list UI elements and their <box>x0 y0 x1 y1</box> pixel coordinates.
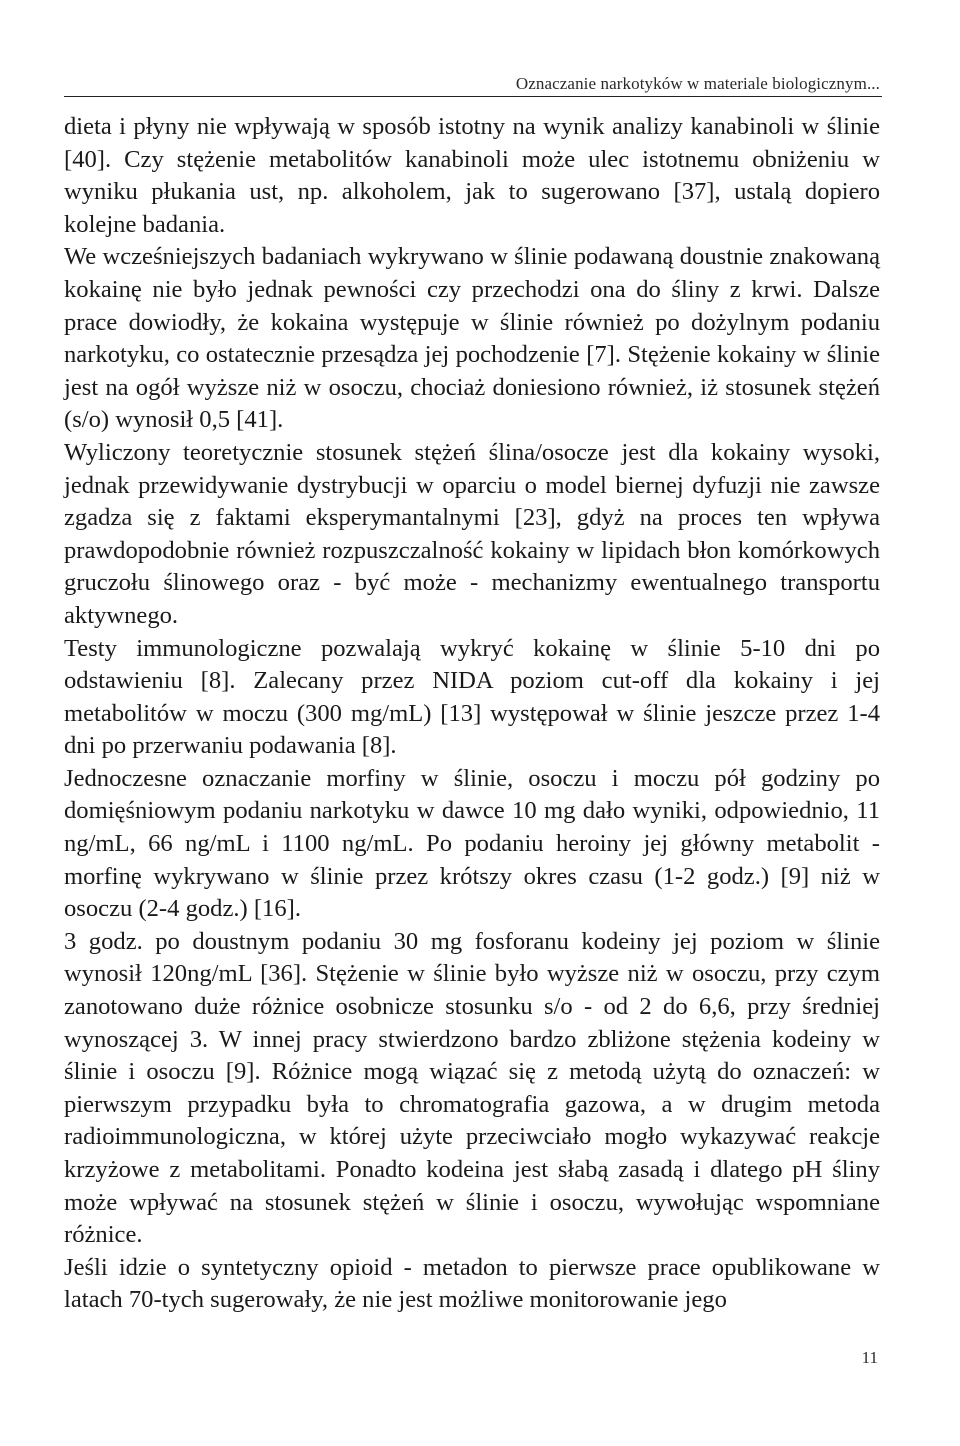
paragraph-7: Jeśli idzie o syntetyczny opioid - metadon to pierwsze prace opublikowane w latach 70-tych sugerowały, że nie jest możliwe monitorowanie jego <box>64 1253 880 1314</box>
paragraph-5: Jednoczesne oznaczanie morfiny w ślinie, osoczu i moczu pół godziny po domięśniowym podaniu narkotyku w dawce 10 mg dało wyniki, odpowiednio, 11 ng/mL, 66 ng/mL i 1100 ng/mL. Po podaniu heroiny jej główny metabolit - morfinę wykrywano w ślinie przez krótszy okres czasu (1-2 godz.) [9] niż w osoczu (2-4 godz.) [16]. <box>64 764 880 923</box>
paragraph-3: Wyliczony teoretycznie stosunek stężeń ślina/osocze jest dla kokainy wysoki, jednak przewidywanie dystrybucji w oparciu o model biernej dyfuzji nie zawsze zgadza się z faktami eksperymantalnymi [23], gdyż na proces ten wpływa prawdopodobnie również rozpuszczalność kokainy w lipidach błon komórkowych gruczołu ślinowego oraz - być może - mechanizmy ewentualnego transportu aktywnego. <box>64 438 880 629</box>
paragraph-6: 3 godz. po doustnym podaniu 30 mg fosforanu kodeiny jej poziom w ślinie wynosił 120ng/mL [36]. Stężenie w ślinie było wyższe niż w osoczu, przy czym zanotowano duże różnice osobnicze stosunku s/o - od 2 do 6,6, przy średniej wynoszącej 3. W innej pracy stwierdzono bardzo zbliżone stężenia kodeiny w ślinie i osoczu [9]. Różnice mogą wiązać się z metodą użytą do oznaczeń: w pierwszym przypadku była to chromatografia gazowa, a w drugim metoda radioimmunologiczna, w której użyte przeciwciało mogło wykazywać reakcje krzyżowe z metabolitami. Ponadto kodeina jest słabą zasadą i dlatego pH śliny może wpływać na stosunek stężeń w ślinie i osoczu, wywołując wspomniane różnice. <box>64 927 880 1249</box>
paragraph-1: dieta i płyny nie wpływają w sposób istotny na wynik analizy kanabinoli w ślinie [40]. Czy stężenie metabolitów kanabinoli może ulec istotnemu obniżeniu w wyniku płukania ust, np. alkoholem, jak to sugerowano [37], ustalą dopiero kolejne badania. <box>64 113 880 238</box>
paragraph-4: Testy immunologiczne pozwalają wykryć kokainę w ślinie 5-10 dni po odstawieniu [8]. Zalecany przez NIDA poziom cut-off dla kokainy i jej metabolitów w moczu (300 mg/mL) [13] występował w ślinie jeszcze przez 1-4 dni po przerwaniu podawania [8]. <box>64 634 880 760</box>
body-text <box>64 111 880 1317</box>
header-rule <box>64 96 882 97</box>
paragraph-2: We wcześniejszych badaniach wykrywano w ślinie podawaną doustnie znakowaną kokainę nie było jednak pewności czy przechodzi ona do śliny z krwi. Dalsze prace dowiodły, że kokaina występuje w ślinie również po dożylnym podaniu narkotyku, co ostatecznie przesądza jej pochodzenie [7]. Stężenie kokainy w ślinie jest na ogół wyższe niż w osoczu, chociaż doniesiono również, iż stosunek stężeń (s/o) wynosił 0,5 [41]. <box>64 243 880 434</box>
page-number: 11 <box>861 1348 878 1367</box>
running-header: Oznaczanie narkotyków w materiale biologicznym... <box>515 74 880 93</box>
